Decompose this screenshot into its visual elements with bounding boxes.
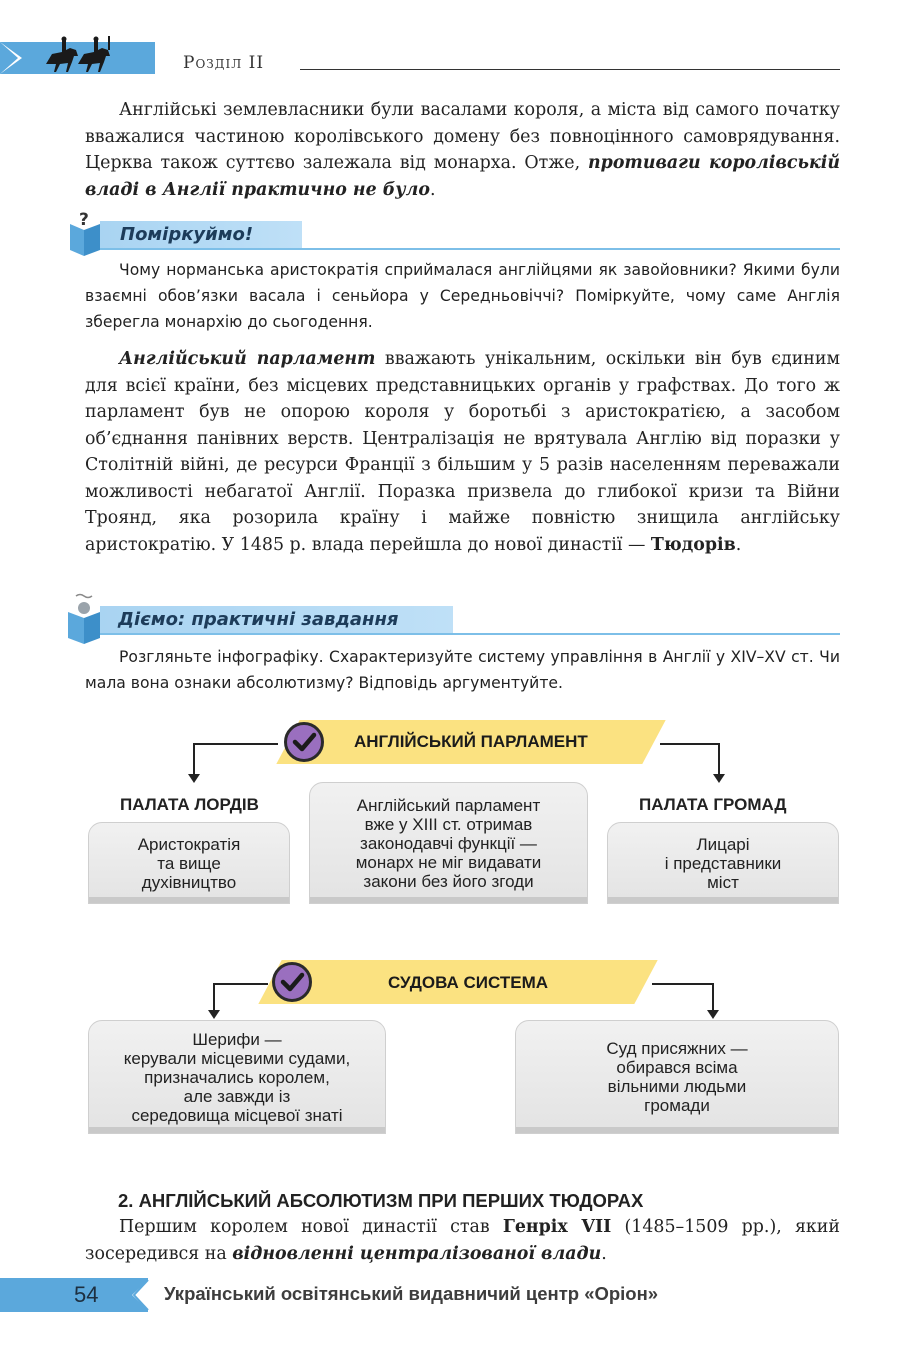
sheriffs-box: Шерифи — керували місцевими судами, призначались королем, але завжди із середовища місцевої знаті bbox=[88, 1020, 386, 1134]
lords-title: ПАЛАТА ЛОРДІВ bbox=[120, 795, 259, 814]
think-rule bbox=[100, 248, 840, 250]
parliament-banner-title: АНГЛІЙСЬКИЙ ПАРЛАМЕНТ bbox=[354, 732, 588, 751]
arrow-down-icon bbox=[707, 1010, 719, 1019]
paragraph-1: Англійські землевласники були васалами короля, а міста від самого початку вважалися частиною королівського домену без повноцінного самоврядування. Церква також суттєво залежала від монарха. Отже, противаги королівській владі в Англії практично не було. bbox=[85, 100, 840, 200]
paragraph-3: Першим королем нової династії став Генріх VII (1485–1509 рр.), який зосередився на відновленні централізованої влади. bbox=[85, 1217, 840, 1264]
think-text: Чому норманська аристократія сприймалася англійцями як завойовники? Якими були взаємні обов’язки васала і сеньйора у Середньовіччі? Поміркуйте, чому саме Англія зберегла монархію до сьогодення. bbox=[85, 261, 840, 331]
act-rule bbox=[100, 633, 840, 635]
judiciary-banner-title: СУДОВА СИСТЕМА bbox=[388, 973, 549, 992]
arrow-down-icon bbox=[188, 774, 200, 783]
emphasis: противаги королівській владі в Англії практично не було bbox=[85, 153, 840, 200]
section-heading: 2. АНГЛІЙСЬКИЙ АБСОЛЮТИЗМ ПРИ ПЕРШИХ ТЮДОРАХ bbox=[118, 1190, 644, 1211]
act-title: Діємо: практичні завдання bbox=[118, 609, 399, 630]
question-icon: ? bbox=[79, 210, 89, 230]
checkmark-icon bbox=[284, 722, 324, 762]
connector-right-h bbox=[660, 743, 720, 745]
connector-right-h bbox=[652, 983, 714, 985]
commons-box: Лицарі і представники міст bbox=[607, 822, 839, 904]
arrow-down-icon bbox=[208, 1010, 220, 1019]
header-rule bbox=[300, 69, 840, 70]
section-label: Розділ II bbox=[183, 53, 265, 73]
knights-riders-icon bbox=[42, 36, 124, 74]
parliament-center-box: Англійський парламент вже у XIII ст. отримав законодавчі функції — монарх не міг видавати закони без його згоди bbox=[309, 782, 588, 904]
lords-box: Аристократія та вище духівництво bbox=[88, 822, 290, 904]
act-text: Розгляньте інфографіку. Схарактеризуйте систему управління в Англії у XIV–XV ст. Чи мала вона ознаки абсолютизму? Відповідь аргументуйте. bbox=[85, 648, 840, 692]
commons-title: ПАЛАТА ГРОМАД bbox=[639, 795, 787, 814]
checkmark-icon bbox=[272, 962, 312, 1002]
paragraph-2: Англійський парламент вважають унікальним, оскільки він був єдиним для всієї країни, без місцевих представницьких органів у графствах. До того ж парламент був не опорою короля у боротьбі з аристократією, а засобом об’єднання панівних верств. Централізація не врятувала Англію від поразки у Столітній війні, де ресурси Франції з більшим у 5 разів населенням переважали можливості небагатої Англії. Поразка призвела до глибокої кризи та Війни Троянд, яка розорила країну і майже повністю знищила англійську аристократію. У 1485 р. влада перейшла до нової династії — Тюдорів. bbox=[85, 349, 840, 555]
connector-left-v bbox=[213, 983, 215, 1013]
emphasis-lead: Англійський парламент bbox=[119, 349, 376, 369]
connector-right-v bbox=[718, 743, 720, 777]
jury-box: Суд присяжних — обирався всіма вільними людьми громади bbox=[515, 1020, 839, 1134]
think-title: Поміркуймо! bbox=[120, 224, 254, 245]
connector-left-h bbox=[213, 983, 268, 985]
page-number: 54 bbox=[74, 1282, 99, 1307]
header-chevron-inner bbox=[0, 42, 18, 74]
footer-chevron-icon bbox=[128, 1278, 150, 1312]
practice-book-icon bbox=[66, 590, 102, 646]
connector-left-h bbox=[193, 743, 278, 745]
publisher: Український освітянський видавничий центр «Оріон» bbox=[164, 1283, 659, 1304]
arrow-down-icon bbox=[713, 774, 725, 783]
connector-left-v bbox=[193, 743, 195, 777]
connector-right-v bbox=[712, 983, 714, 1013]
